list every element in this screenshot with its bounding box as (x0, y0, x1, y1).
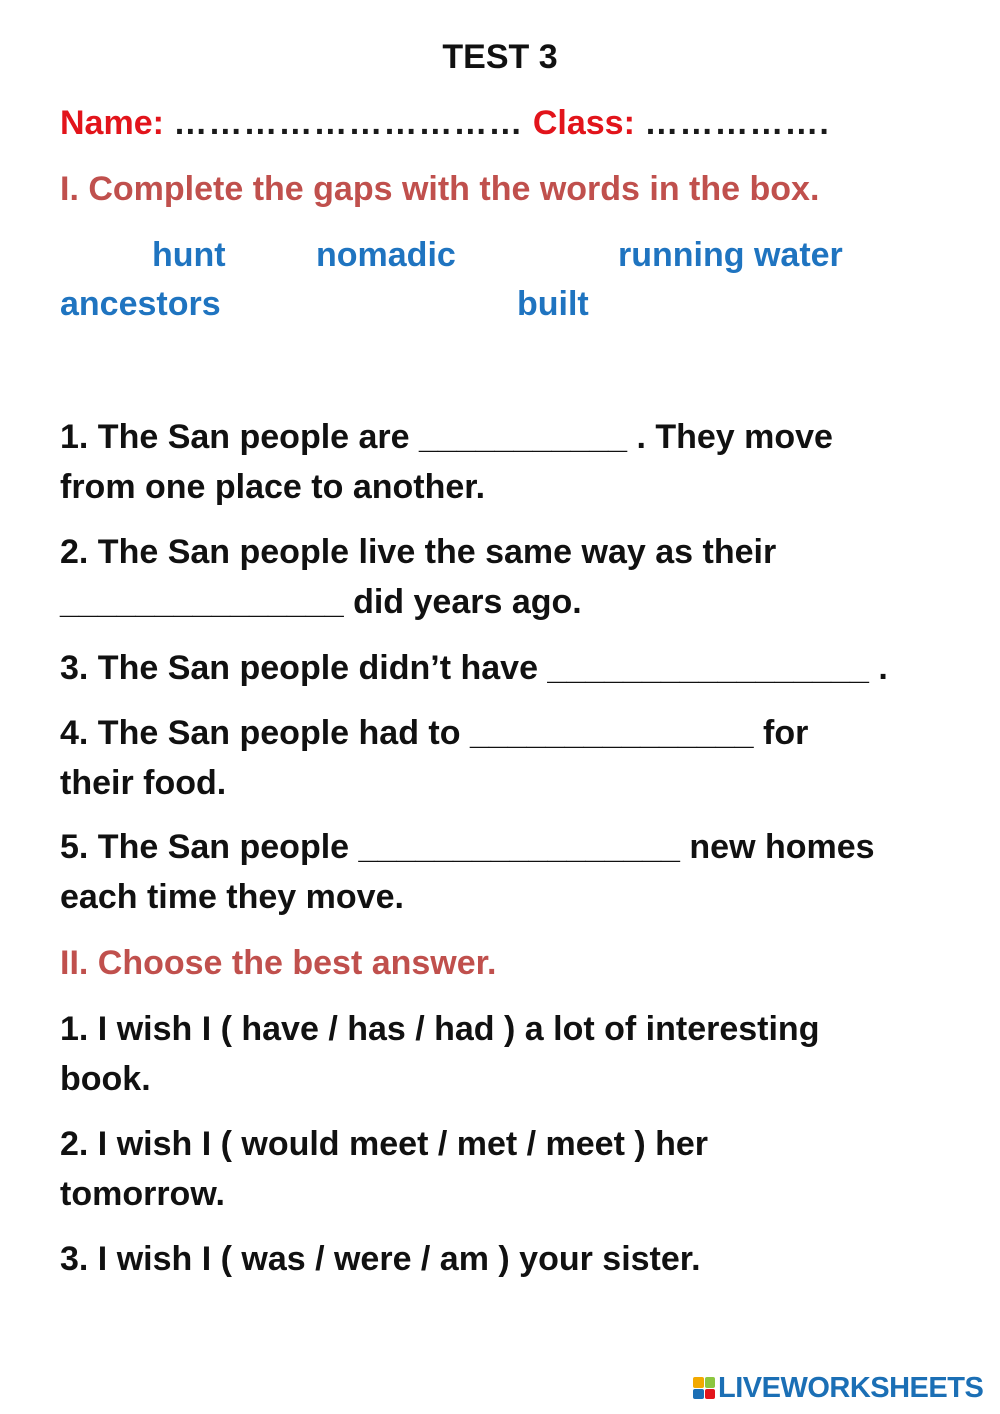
question-line: 2. I wish I ( would meet / met / meet ) her (60, 1125, 709, 1163)
question-line: book. (60, 1060, 151, 1098)
question-line: _______________ did years ago. (60, 583, 582, 621)
gap-fill-question (60, 708, 808, 808)
question-line: their food. (60, 764, 227, 802)
class-label: Class: (532, 104, 635, 142)
section-1-heading: I. Complete the gaps with the words in the box. (60, 170, 820, 208)
section-2-heading: II. Choose the best answer. (60, 944, 497, 982)
gap-fill-question (60, 643, 888, 693)
question-line: each time they move. (60, 878, 404, 916)
liveworksheets-logo-icon (693, 1377, 715, 1399)
word-box-item: running water (618, 236, 843, 274)
word-box-item: ancestors (60, 285, 221, 323)
gap-fill-question (60, 527, 776, 627)
question-line: 5. The San people _________________ new homes (60, 828, 875, 866)
gap-fill-question (60, 822, 875, 922)
question-line: 2. The San people live the same way as their (60, 533, 777, 571)
word-box-item: built (517, 285, 589, 323)
gap-fill-question (60, 412, 833, 512)
question-line: 1. The San people are ___________ . They move (60, 418, 833, 456)
name-class-row (60, 104, 830, 143)
question-line: 4. The San people had to _______________ for (60, 714, 809, 752)
liveworksheets-logo (693, 1373, 983, 1403)
name-field[interactable]: ………………………… (173, 104, 524, 142)
question-line: 3. The San people didn’t have _________________ . (60, 649, 888, 687)
page-title: TEST 3 (442, 38, 558, 76)
question-line: 3. I wish I ( was / were / am ) your sister. (60, 1240, 701, 1278)
word-box-item: hunt (152, 236, 226, 274)
name-label: Name: (60, 104, 164, 142)
choice-question (60, 1234, 701, 1284)
liveworksheets-logo-text: LIVEWORKSHEETS (718, 1371, 984, 1404)
word-box-item: nomadic (316, 236, 456, 274)
question-line: from one place to another. (60, 468, 486, 506)
choice-question (60, 1119, 708, 1219)
class-field[interactable]: ……………. (644, 104, 830, 142)
question-line: 1. I wish I ( have / has / had ) a lot of interesting (60, 1010, 820, 1048)
choice-question (60, 1004, 819, 1104)
question-line: tomorrow. (60, 1175, 225, 1213)
